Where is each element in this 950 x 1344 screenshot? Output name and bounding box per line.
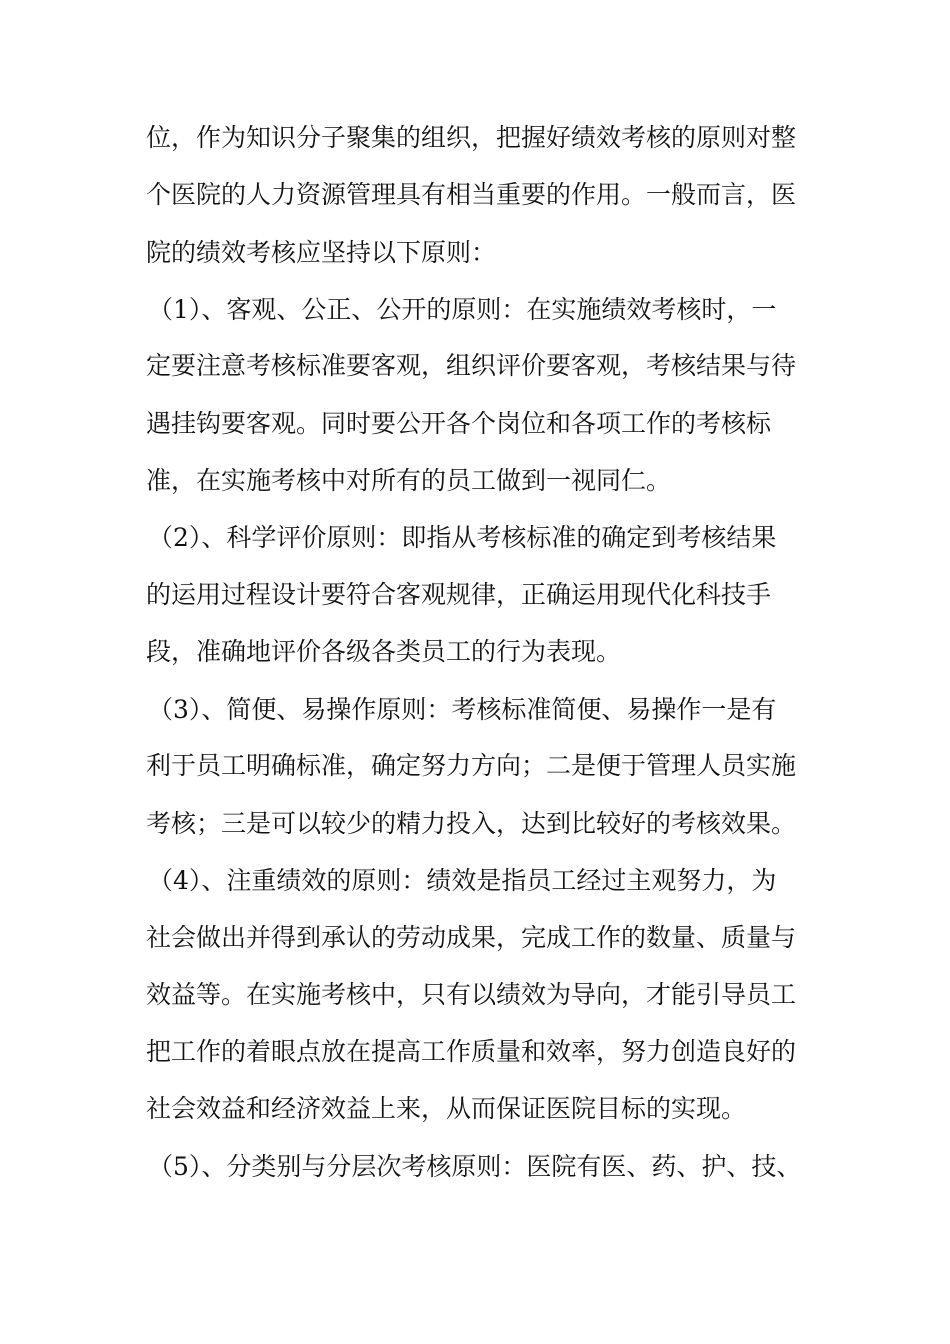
principle-1-line-3: 遇挂钩要客观。同时要公开各个岗位和各项工作的考核标 — [146, 409, 772, 438]
principle-1-line-4: 准，在实施考核中对所有的员工做到一视同仁。 — [146, 466, 672, 495]
text-line-1: 位，作为知识分子聚集的组织，把握好绩效考核的原则对整 — [146, 123, 797, 152]
principle-1-line-2: 定要注意考核标准要客观，组织评价要客观，考核结果与待 — [146, 351, 797, 380]
principle-3-line-1: （3）、简便、易操作原则：考核标准简便、易操作一是有 — [148, 695, 777, 724]
principle-4-line-1: （4）、注重绩效的原则：绩效是指员工经过主观努力，为 — [148, 866, 777, 895]
text-line-3: 院的绩效考核应坚持以下原则： — [146, 238, 497, 267]
principle-3-line-3: 考核；三是可以较少的精力投入，达到比较好的考核效果。 — [146, 809, 797, 838]
principle-4-line-4: 把工作的着眼点放在提高工作质量和效率，努力创造良好的 — [146, 1037, 797, 1066]
principle-2-line-2: 的运用过程设计要符合客观规律，正确运用现代化科技手 — [146, 580, 772, 609]
principle-1-line-1: （1）、客观、公正、公开的原则：在实施绩效考核时，一 — [148, 295, 777, 324]
principle-4-line-5: 社会效益和经济效益上来，从而保证医院目标的实现。 — [146, 1094, 747, 1123]
principle-4-line-3: 效益等。在实施考核中，只有以绩效为导向，才能引导员工 — [146, 980, 797, 1009]
principle-5-line-1: （5）、分类别与分层次考核原则：医院有医、药、护、技、 — [148, 1152, 802, 1181]
text-line-2: 个医院的人力资源管理具有相当重要的作用。一般而言，医 — [146, 180, 797, 209]
principle-2-line-3: 段，准确地评价各级各类员工的行为表现。 — [146, 637, 622, 666]
principle-2-line-1: （2）、科学评价原则：即指从考核标准的确定到考核结果 — [148, 523, 777, 552]
principle-3-line-2: 利于员工明确标准，确定努力方向；二是便于管理人员实施 — [146, 751, 797, 780]
principle-4-line-2: 社会做出并得到承认的劳动成果，完成工作的数量、质量与 — [146, 923, 797, 952]
